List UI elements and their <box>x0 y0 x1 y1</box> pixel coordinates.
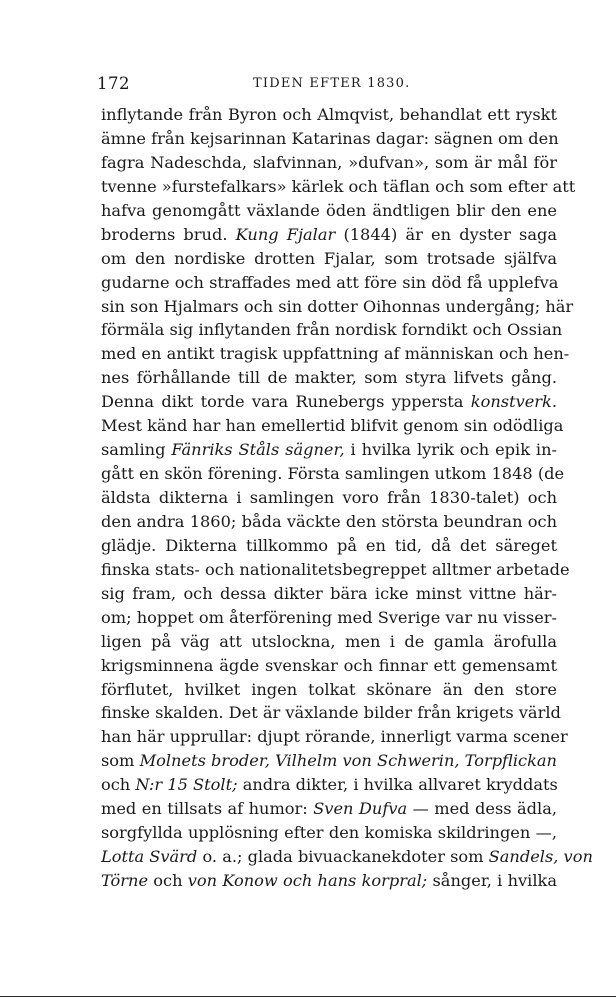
page-header <box>97 74 557 102</box>
text-segment: och <box>101 775 136 795</box>
text-line <box>101 342 570 366</box>
text-segment: i hvilka lyrik och epik in- <box>344 440 557 460</box>
text-segment: förflutet, hvilket ingen tolkat skönare än den store <box>101 679 557 699</box>
text-line <box>101 869 557 893</box>
italic-title-segment: Kung Fjalar <box>235 224 336 244</box>
text-line <box>101 223 557 247</box>
text-line <box>101 247 557 271</box>
text-line <box>101 701 561 725</box>
text-segment: glädje. Dikterna tillkommo på en tid, då det säreget <box>101 535 557 555</box>
italic-title-segment: Fänriks Ståls sägner, <box>171 440 345 460</box>
text-line <box>101 845 593 869</box>
text-segment: krigsminnena ägde svenskar och finnar ett gemensamt <box>101 655 557 675</box>
italic-title-segment: konstverk. <box>470 392 557 412</box>
text-segment: — med dess ädla, <box>407 799 558 819</box>
text-line <box>101 606 557 630</box>
text-line <box>101 199 557 223</box>
text-line <box>101 462 565 486</box>
text-segment: Denna dikt torde vara Runebergs yppersta <box>101 392 471 412</box>
text-segment: nes förhållande till de makter, som styra lifvets gång. <box>101 368 557 388</box>
text-line <box>101 773 557 797</box>
text-line <box>101 151 557 175</box>
text-line <box>101 486 557 510</box>
text-segment: sig fram, och dessa dikter bära icke minst vittne här- <box>101 583 557 603</box>
text-line <box>101 438 557 462</box>
text-segment: andra dikter, i hvilka allvaret kryddats <box>237 775 558 795</box>
text-segment: (1844) är en dyster saga <box>335 224 557 244</box>
text-line <box>101 103 557 127</box>
text-segment: som <box>101 751 140 771</box>
text-segment: Mest känd har han emellertid blifvit genom sin odödliga <box>101 416 564 436</box>
text-line <box>101 582 557 606</box>
text-segment: den andra 1860; båda väckte den största beundran och <box>101 511 557 531</box>
italic-title-segment: Törne <box>101 871 149 890</box>
text-segment: sin son Hjalmars och sin dotter Oihonnas undergång; här <box>101 296 574 316</box>
text-line <box>101 821 557 845</box>
text-segment: gått en skön förening. Första samlingen utkom 1848 (de <box>101 464 565 484</box>
text-segment: om den nordiske drotten Fjalar, som trotsade själfva <box>101 248 557 268</box>
text-line <box>101 318 563 342</box>
text-line <box>101 366 557 390</box>
italic-title-segment: N:r 15 Stolt; <box>135 775 238 795</box>
text-segment: äldsta dikterna i samlingen voro från 1830-talet) och <box>101 488 557 507</box>
text-segment: o. a.; glada bivuackanekdoter som <box>197 847 489 867</box>
text-segment: samling <box>101 440 172 460</box>
text-segment: förmäla sig inflytanden från nordisk forndikt och Ossian <box>101 320 563 340</box>
text-line <box>101 630 557 654</box>
running-title: TIDEN EFTER 1830. <box>253 76 411 91</box>
italic-title-segment: Sven Dufva <box>313 799 408 819</box>
italic-title-segment: Lotta Svärd <box>101 847 198 867</box>
text-segment: fagra Nadeschda, slafvinnan, »dufvan», som är mål för <box>101 152 557 172</box>
text-segment: ämne från kejsarinnan Katarinas dagar: sägnen om den <box>101 128 559 148</box>
text-line <box>101 295 574 319</box>
text-segment: han här upprullar: djupt rörande, innerligt varma scener <box>101 727 568 747</box>
text-segment: och <box>148 871 188 890</box>
text-segment: om; hoppet om återförening med Sverige var nu visser- <box>101 607 557 627</box>
text-segment: ligen på väg att utslockna, men i de gamla ärofulla <box>101 631 557 651</box>
text-segment: sånger, i hvilka <box>427 871 557 890</box>
text-line <box>101 127 557 151</box>
text-segment: finska stats- och nationalitetsbegreppet alltmer arbetade <box>101 559 570 579</box>
text-segment: gudarne och straffades med att före sin död få upplefva <box>101 272 559 292</box>
text-line <box>101 534 557 558</box>
text-line <box>101 414 564 438</box>
text-segment: tvenne »furstefalkars» kärlek och täflan och som efter att <box>101 176 576 196</box>
text-segment: med en tillsats af humor: <box>101 799 314 819</box>
text-segment: hafva genomgått växlande öden ändtligen blir den ene <box>101 200 557 220</box>
italic-title-segment: von Konow och hans korpral; <box>187 871 428 890</box>
text-segment: med en antikt tragisk uppfattning af människan och hen- <box>101 344 570 364</box>
text-line <box>101 654 557 678</box>
italic-title-segment: Sandels, von <box>488 847 593 867</box>
text-line <box>101 725 568 749</box>
text-segment: finske skalden. Det är växlande bilder från krigets värld <box>101 703 561 723</box>
text-line <box>101 271 557 295</box>
page-edge-divider <box>0 996 616 997</box>
text-segment: sorgfyllda upplösning efter den komiska skildringen —, <box>101 823 557 843</box>
text-segment: inflytande från Byron och Almqvist, behandlat ett ryskt <box>101 105 557 124</box>
page-number: 172 <box>97 74 130 93</box>
text-line <box>101 558 570 582</box>
text-line <box>101 510 557 534</box>
body-text <box>101 103 593 893</box>
italic-title-segment: Molnets broder, Vilhelm von Schwerin, Torpflickan <box>139 751 557 771</box>
text-segment: broderns brud. <box>101 224 236 244</box>
text-line <box>101 797 557 821</box>
text-line <box>101 390 557 414</box>
text-line <box>101 749 557 773</box>
text-line <box>101 678 557 702</box>
text-line <box>101 175 576 199</box>
